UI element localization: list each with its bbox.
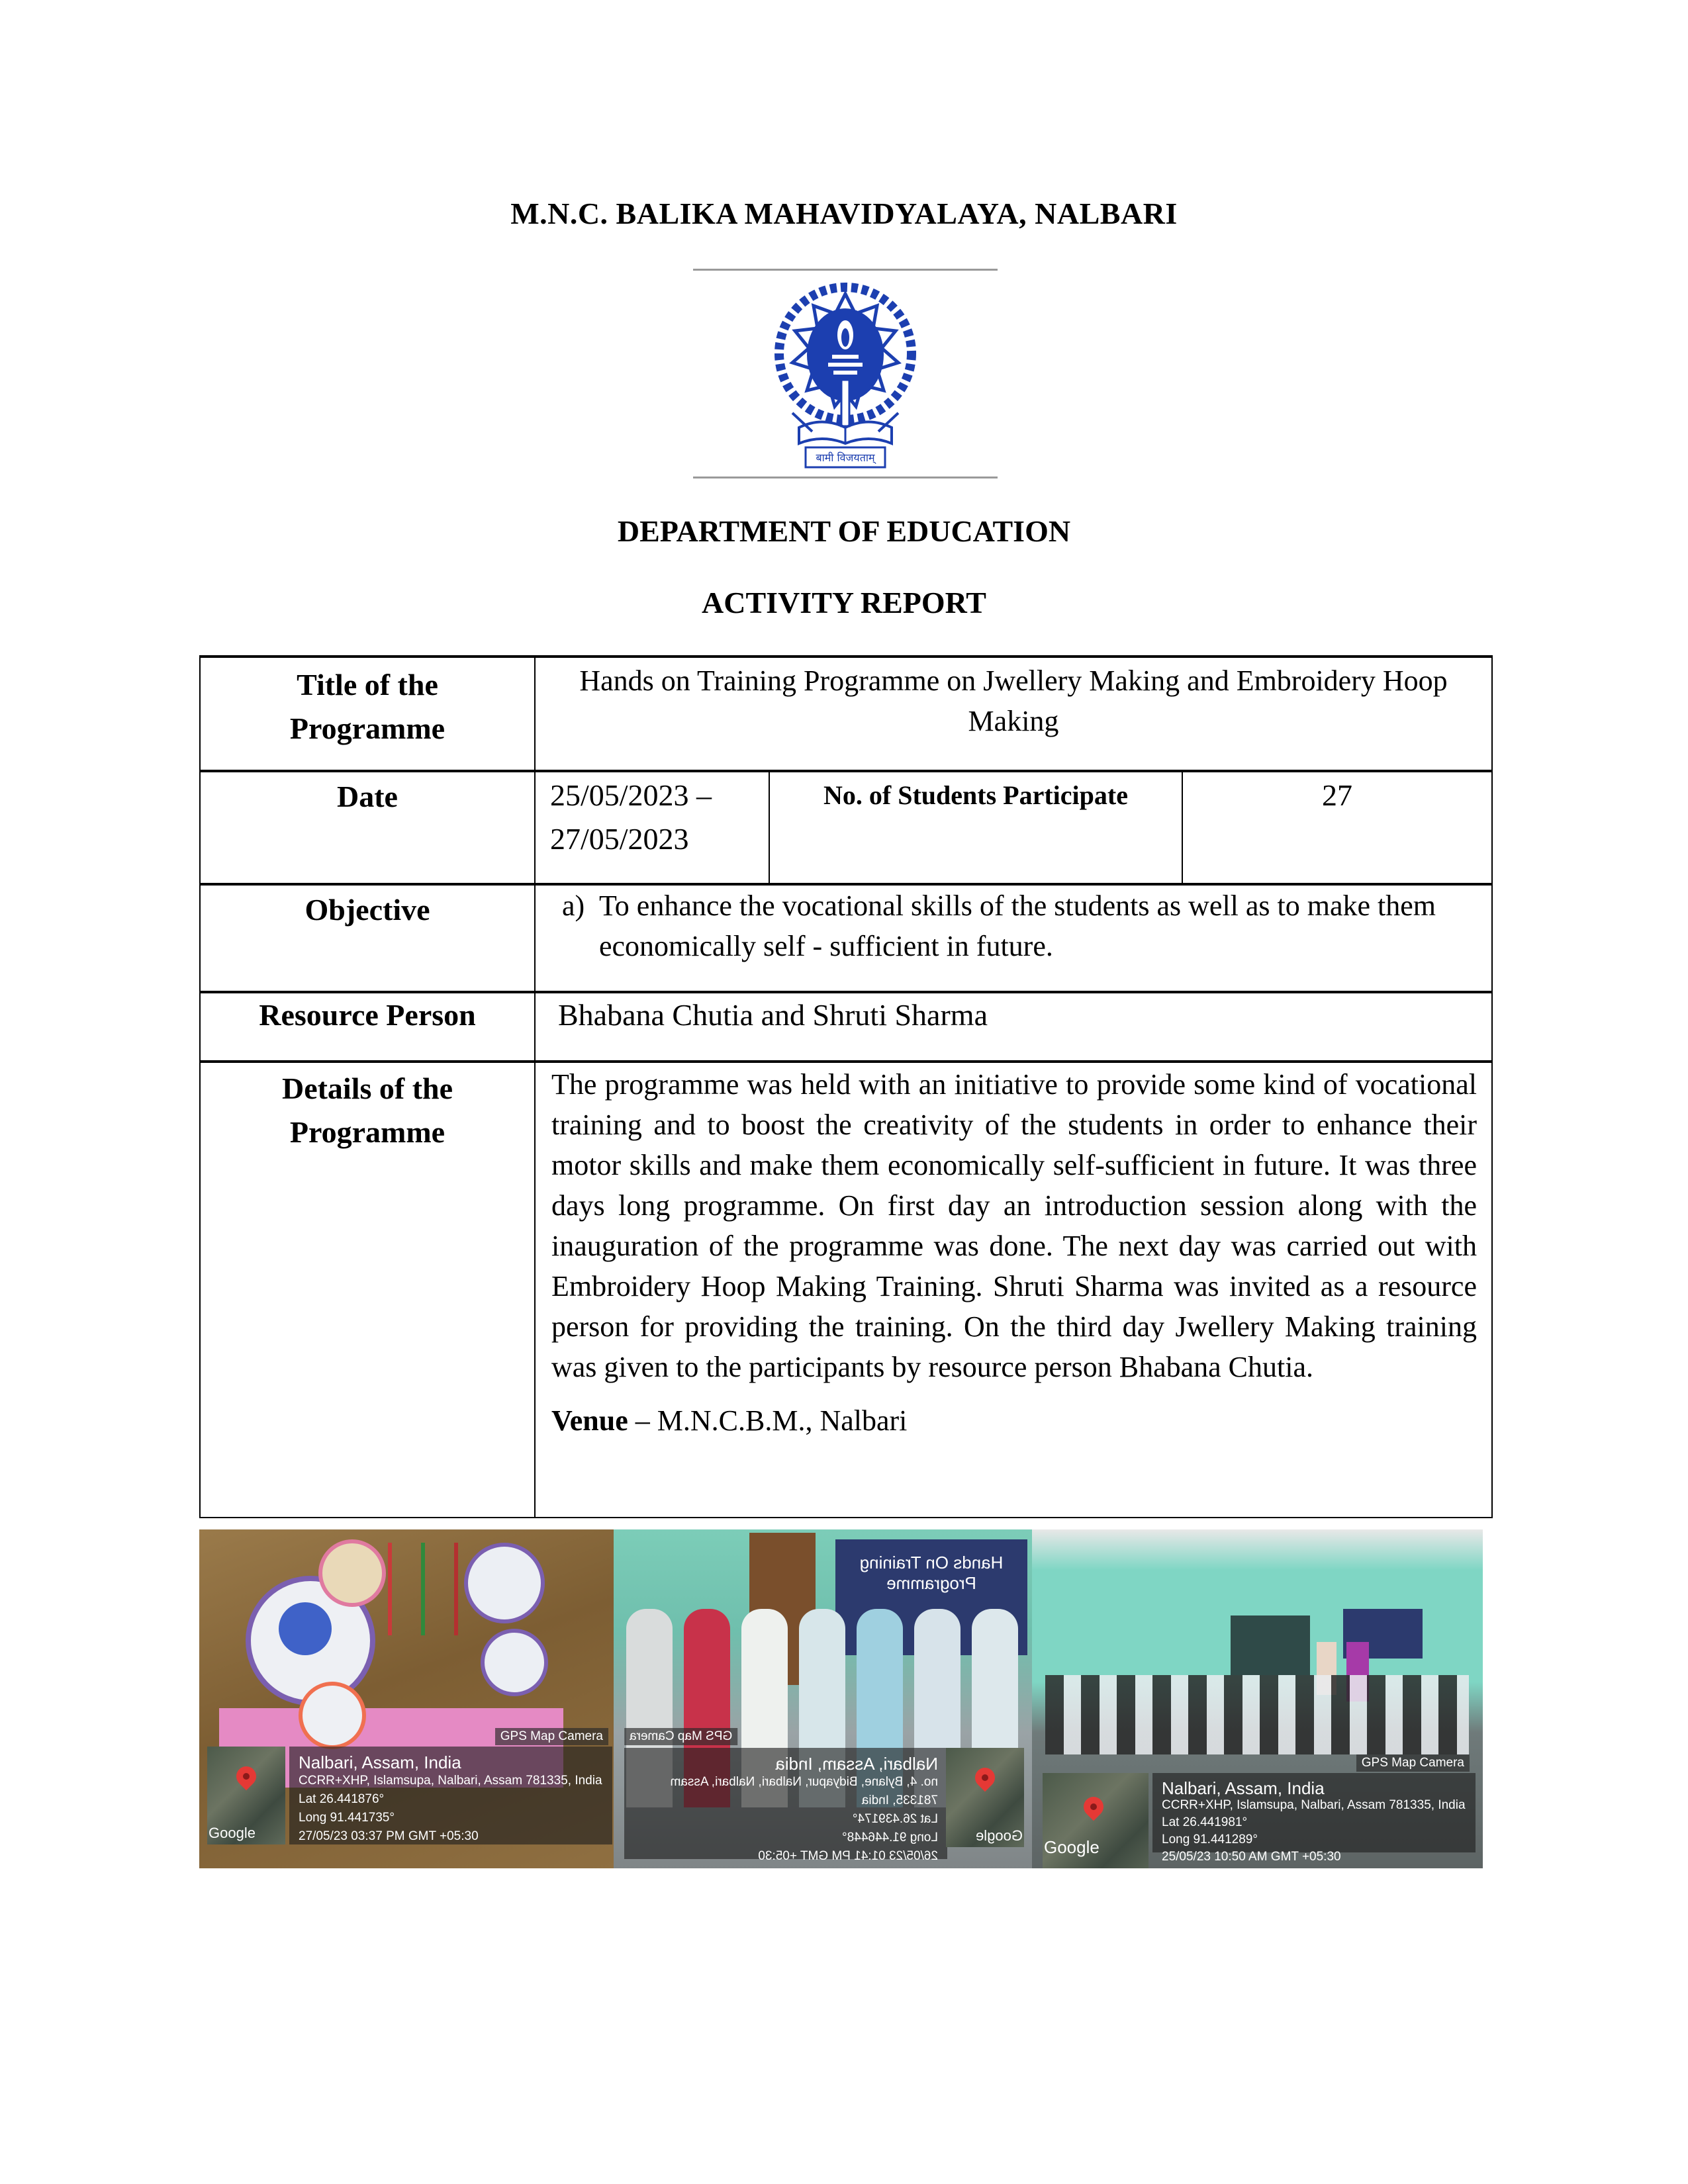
title-value: Hands on Training Programme on Jwellery Making and Embroidery Hoop Making	[535, 657, 1492, 771]
embroidery-hoop-education	[481, 1629, 548, 1696]
objective-value	[535, 884, 1492, 992]
gps-map-camera-badge: GPS Map Camera	[624, 1728, 737, 1745]
logo-top-rule	[693, 269, 998, 271]
date-range-start: 25/05/2023 –	[550, 778, 712, 812]
necklace-2	[421, 1543, 425, 1635]
map-thumbnail	[946, 1748, 1024, 1847]
table-row-objective	[200, 884, 1492, 992]
gps-map-camera-badge: GPS Map Camera	[1356, 1754, 1470, 1772]
students-value: 27	[1182, 771, 1492, 884]
map-thumbnail	[1043, 1773, 1149, 1868]
google-label: Google	[976, 1827, 1023, 1844]
gps-info-panel	[289, 1747, 612, 1844]
table-row-details	[200, 1062, 1492, 1518]
venue-line: Venue – M.N.C.B.M., Nalbari	[551, 1404, 908, 1437]
photo-crafts	[199, 1529, 614, 1868]
svg-text:बामी विजयताम्: बामी विजयताम्	[816, 451, 875, 464]
table-row-date	[200, 771, 1492, 884]
gps-long: Long 91.441289°	[1162, 1833, 1258, 1846]
gps-datetime: 26/05/23 01:41 PM GMT +05:30	[758, 1849, 938, 1863]
logo-bottom-rule	[693, 477, 998, 478]
map-thumbnail	[207, 1747, 285, 1844]
college-logo	[693, 269, 998, 480]
map-pin-icon	[971, 1764, 999, 1792]
students-seated	[1045, 1675, 1469, 1754]
table-row-resource	[200, 992, 1492, 1062]
resource-value: Bhabana Chutia and Shruti Sharma	[535, 992, 1492, 1062]
objective-text: To enhance the vocational skills of the students as well as to make them economically self - sufficient in future.	[599, 889, 1436, 962]
gps-address: no. 4, Bylane, Bidyapur, Nalbari, Nalbari, Assam 781335, India	[670, 1775, 938, 1807]
objective-marker: a)	[562, 889, 585, 922]
training-banner: Hands On Training Programme	[835, 1539, 1027, 1655]
photo-strip	[199, 1529, 1483, 1868]
hoop-emblem	[279, 1602, 332, 1655]
objective-item	[562, 886, 1476, 966]
resource-label: Resource Person	[200, 992, 535, 1062]
title-label: Title of the Programme	[200, 657, 535, 771]
gps-info-panel	[1152, 1773, 1476, 1864]
report-heading: ACTIVITY REPORT	[702, 586, 986, 619]
gps-address: CCRR+XHP, Islamsupa, Nalbari, Assam 781335, India	[299, 1774, 602, 1788]
activity-report-table	[199, 655, 1493, 1518]
gps-address: CCRR+XHP, Islamsupa, Nalbari, Assam 781335, India	[1162, 1798, 1466, 1812]
photo-classroom	[1032, 1529, 1483, 1868]
embroidery-hoop-book	[464, 1543, 545, 1623]
necklace-3	[454, 1543, 458, 1635]
map-pin-icon	[232, 1762, 260, 1790]
map-pin-icon	[1080, 1793, 1107, 1821]
gps-datetime: 25/05/23 10:50 AM GMT +05:30	[1162, 1850, 1341, 1864]
necklace-1	[388, 1543, 392, 1635]
embroidery-hoop-small	[318, 1539, 386, 1607]
gps-place: Nalbari, Assam, India	[299, 1752, 461, 1772]
gps-info-panel	[624, 1748, 947, 1863]
venue-label: Venue	[551, 1404, 628, 1437]
gps-lat: Lat 26.439174°	[852, 1812, 938, 1826]
gps-place: Nalbari, Assam, India	[1162, 1778, 1325, 1798]
college-name: M.N.C. BALIKA MAHAVIDYALAYA, NALBARI	[510, 197, 1178, 230]
venue-value: M.N.C.B.M., Nalbari	[657, 1404, 908, 1437]
blackboard	[1231, 1615, 1310, 1675]
date-value	[535, 771, 769, 884]
date-range-end: 27/05/2023	[550, 822, 689, 856]
google-label: Google	[209, 1825, 256, 1841]
students-label: No. of Students Participate	[769, 771, 1182, 884]
college-emblem-icon	[759, 281, 931, 473]
gps-place: Nalbari, Assam, India	[775, 1754, 938, 1774]
department-heading: DEPARTMENT OF EDUCATION	[617, 514, 1071, 548]
gps-map-camera-badge: GPS Map Camera	[495, 1728, 608, 1745]
gps-datetime: 27/05/23 03:37 PM GMT +05:30	[299, 1829, 479, 1843]
details-label: Details of the Programme	[200, 1062, 535, 1518]
gps-lat: Lat 26.441981°	[1162, 1815, 1248, 1829]
gps-long: Long 91.441735°	[299, 1811, 395, 1825]
date-label: Date	[200, 771, 535, 884]
google-label: Google	[1044, 1837, 1100, 1857]
table-row-title	[200, 657, 1492, 771]
gps-lat: Lat 26.441876°	[299, 1792, 385, 1806]
objective-label: Objective	[200, 884, 535, 992]
photo-students-hoops	[614, 1529, 1032, 1868]
details-value	[535, 1062, 1492, 1518]
gps-long: Long 91.446448°	[842, 1831, 938, 1844]
embroidery-hoop-flowers	[299, 1682, 366, 1749]
details-text: The programme was held with an initiative to provide some kind of vocational training and to boost the creativity of the students in order to enhance their motor skills and make them economically self-sufficient in future. It was three days long programme. On first day an introduction session along with the inauguration of the programme was done. The next day was carried out with Embroidery Hoop Making Training. Shruti Sharma was invited as a resource person for providing the training. On the third day Jwellery Making training was given to the participants by resource person Bhabana Chutia.	[551, 1068, 1477, 1383]
